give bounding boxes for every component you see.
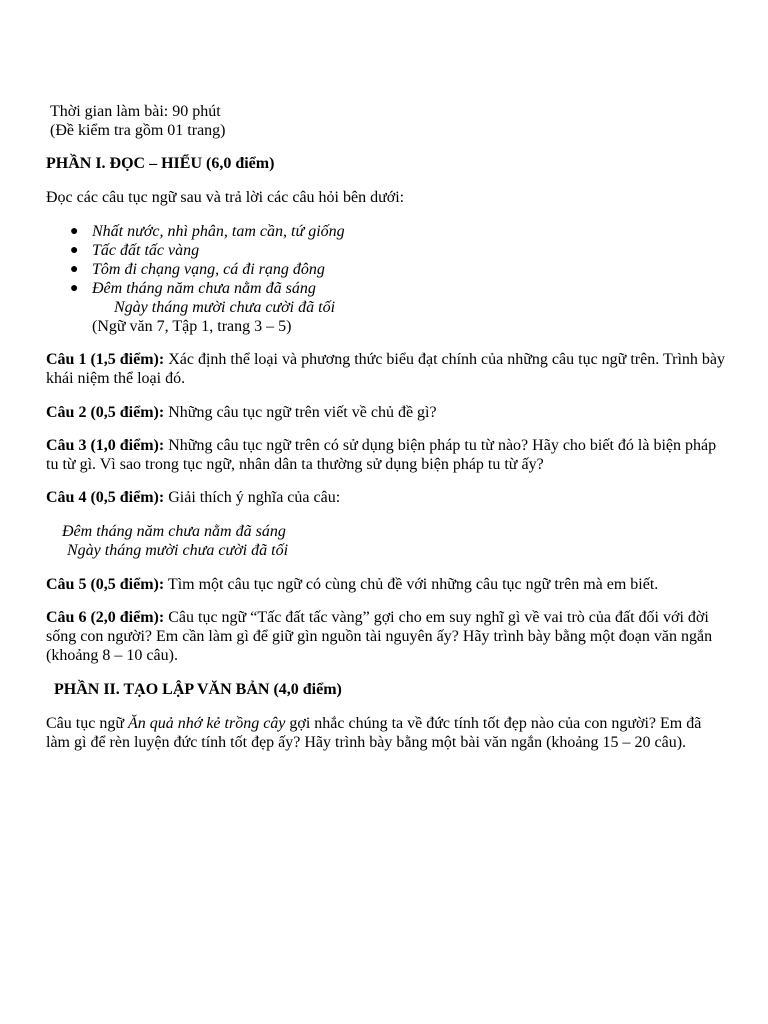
question-1-text: Xác định thể loại và phương thức biểu đạt chính của những câu tục ngữ trên. Trình bày khái niệm thể loại đó. <box>46 351 726 387</box>
question-3 <box>46 436 726 474</box>
question-4-quote <box>62 522 288 560</box>
part2-title: PHẦN II. TẠO LẬP VĂN BẢN (4,0 điểm) <box>54 681 342 698</box>
question-1-label: Câu 1 (1,5 điểm): <box>46 351 165 368</box>
question-6 <box>46 608 726 665</box>
exam-time: Thời gian làm bài: 90 phút <box>50 103 221 120</box>
question-3-label: Câu 3 (1,0 điểm): <box>46 437 165 454</box>
question-6-label: Câu 6 (2,0 điểm): <box>46 609 165 626</box>
quote-line-1: Đêm tháng năm chưa nằm đã sáng <box>62 523 286 540</box>
question-3-text: Những câu tục ngữ trên có sử dụng biện pháp tu từ nào? Hãy cho biết đó là biện pháp tu từ gì. Vì sao trong tục ngữ, nhân dân ta thường sử dụng biện pháp tu từ ấy? <box>46 437 717 473</box>
proverb-item <box>70 279 345 298</box>
question-5-label: Câu 5 (0,5 điểm): <box>46 576 165 593</box>
proverb-item <box>70 222 345 241</box>
bullet-icon: ● <box>70 262 79 277</box>
part2-prompt <box>46 714 726 752</box>
exam-header <box>50 102 226 140</box>
proverb-text: Đêm tháng năm chưa nằm đã sáng <box>92 280 316 297</box>
part2-text-after: gợi nhắc chúng ta về đức tính tốt đẹp nào của con người? Em đã làm gì để rèn luyện đức tính tốt đẹp ấy? Hãy trình bày bằng một bài văn ngắn (khoảng 15 – 20 câu). <box>46 715 702 751</box>
proverb-item <box>70 241 345 260</box>
question-6-text: Câu tục ngữ “Tấc đất tấc vàng” gợi cho em suy nghĩ gì về vai trò của đất đối với đời sống con người? Em cần làm gì để giữ gìn nguồn tài nguyên ấy? Hãy trình bày bằng một đoạn văn ngắn (khoảng 8 – 10 câu). <box>46 609 713 664</box>
question-5-text: Tìm một câu tục ngữ có cùng chủ đề với những câu tục ngữ trên mà em biết. <box>164 576 659 593</box>
question-2-text: Những câu tục ngữ trên viết về chủ đề gì? <box>164 404 437 421</box>
proverb-continuation: Ngày tháng mười chưa cười đã tối <box>114 299 336 316</box>
bullet-icon: ● <box>70 224 79 239</box>
proverb-text: Tôm đi chạng vạng, cá đi rạng đông <box>92 261 325 278</box>
exam-page-count: (Đề kiểm tra gồm 01 trang) <box>50 122 226 139</box>
question-1 <box>46 350 726 388</box>
proverb-text: Nhất nước, nhì phân, tam cần, tứ giống <box>92 223 345 240</box>
part2-text-before: Câu tục ngữ <box>46 715 128 732</box>
question-4-label: Câu 4 (0,5 điểm): <box>46 489 165 506</box>
quote-line-2: Ngày tháng mười chưa cười đã tối <box>67 542 289 559</box>
proverb-text: Tấc đất tấc vàng <box>92 242 200 259</box>
question-5 <box>46 575 726 594</box>
question-2 <box>46 403 726 422</box>
part1-title: PHẦN I. ĐỌC – HIỂU (6,0 điểm) <box>46 155 275 172</box>
bullet-icon: ● <box>70 243 79 258</box>
part2-proverb: Ăn quả nhớ kẻ trồng cây <box>128 715 286 732</box>
bullet-icon: ● <box>70 281 79 296</box>
proverb-source: (Ngữ văn 7, Tập 1, trang 3 – 5) <box>92 318 292 335</box>
proverb-item <box>70 260 345 279</box>
question-4-text: Giải thích ý nghĩa của câu: <box>164 489 341 506</box>
question-2-label: Câu 2 (0,5 điểm): <box>46 404 165 421</box>
part1-intro: Đọc các câu tục ngữ sau và trả lời các câu hỏi bên dưới: <box>46 189 405 206</box>
proverb-list <box>70 222 345 336</box>
question-4 <box>46 488 726 507</box>
